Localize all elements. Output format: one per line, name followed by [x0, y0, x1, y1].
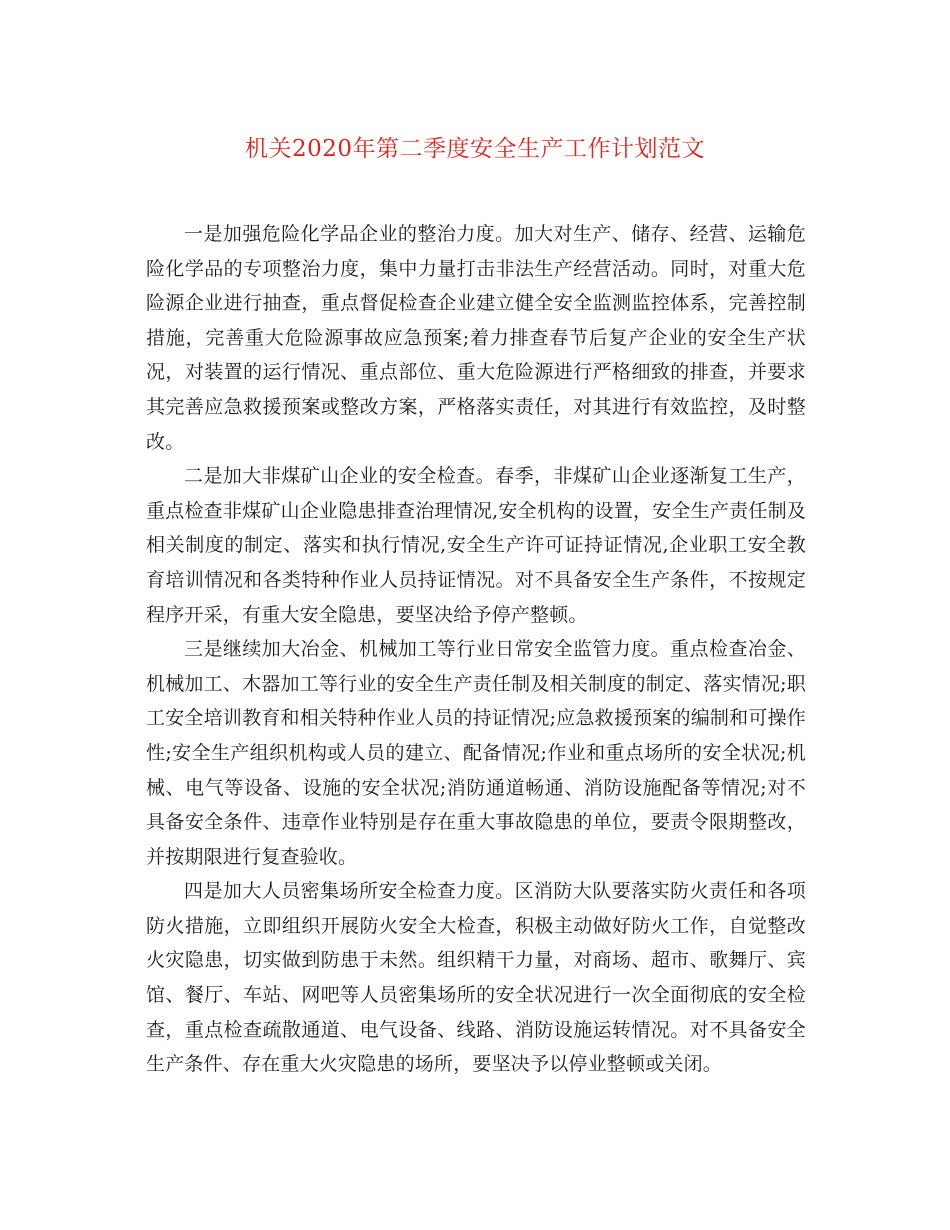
paragraph-3: 三是继续加大冶金、机械加工等行业日常安全监管力度。重点检查冶金、机械加工、木器加工等行业的安全生产责任制及相关制度的制定、落实情况;职工安全培训教育和相关特种作业人员的持证情况;应急救援预案的编制和可操作性;安全生产组织机构或人员的建立、配备情况;作业和重点场所的安全状况;机械、电气等设备、设施的安全状况;消防通道畅通、消防设施配备等情况;对不具备安全条件、违章作业特别是存在重大事故隐患的单位，要责令限期整改，并按期限进行复查验收。 [146, 638, 806, 868]
document-title: 机关2020年第二季度安全生产工作计划范文 [244, 136, 706, 162]
paragraph-4: 四是加大人员密集场所安全检查力度。区消防大队要落实防火责任和各项防火措施，立即组织开展防火安全大检查，积极主动做好防火工作，自觉整改火灾隐患，切实做到防患于未然。组织精干力量，对商场、超市、歌舞厅、宾馆、餐厅、车站、网吧等人员密集场所的安全状况进行一次全面彻底的安全检查，重点检查疏散通道、电气设备、线路、消防设施运转情况。对不具备安全生产条件、存在重大火灾隐患的场所，要坚决予以停业整顿或关闭。 [146, 880, 806, 1076]
paragraph-1: 一是加强危险化学品企业的整治力度。加大对生产、储存、经营、运输危险化学品的专项整治力度，集中力量打击非法生产经营活动。同时，对重大危险源企业进行抽查，重点督促检查企业建立健全安全监测监控体系，完善控制措施，完善重大危险源事故应急预案;着力排查春节后复产企业的安全生产状况，对装置的运行情况、重点部位、重大危险源进行严格细致的排查，并要求其完善应急救援预案或整改方案，严格落实责任，对其进行有效监控，及时整改。 [146, 223, 806, 453]
paragraph-2: 二是加大非煤矿山企业的安全检查。春季，非煤矿山企业逐渐复工生产，重点检查非煤矿山企业隐患排查治理情况,安全机构的设置，安全生产责任制及相关制度的制定、落实和执行情况,安全生产许可证持证情况,企业职工安全教育培训情况和各类特种作业人员持证情况。对不具备安全生产条件，不按规定程序开采，有重大安全隐患，要坚决给予停产整顿。 [146, 465, 806, 626]
document-body [146, 217, 806, 1082]
